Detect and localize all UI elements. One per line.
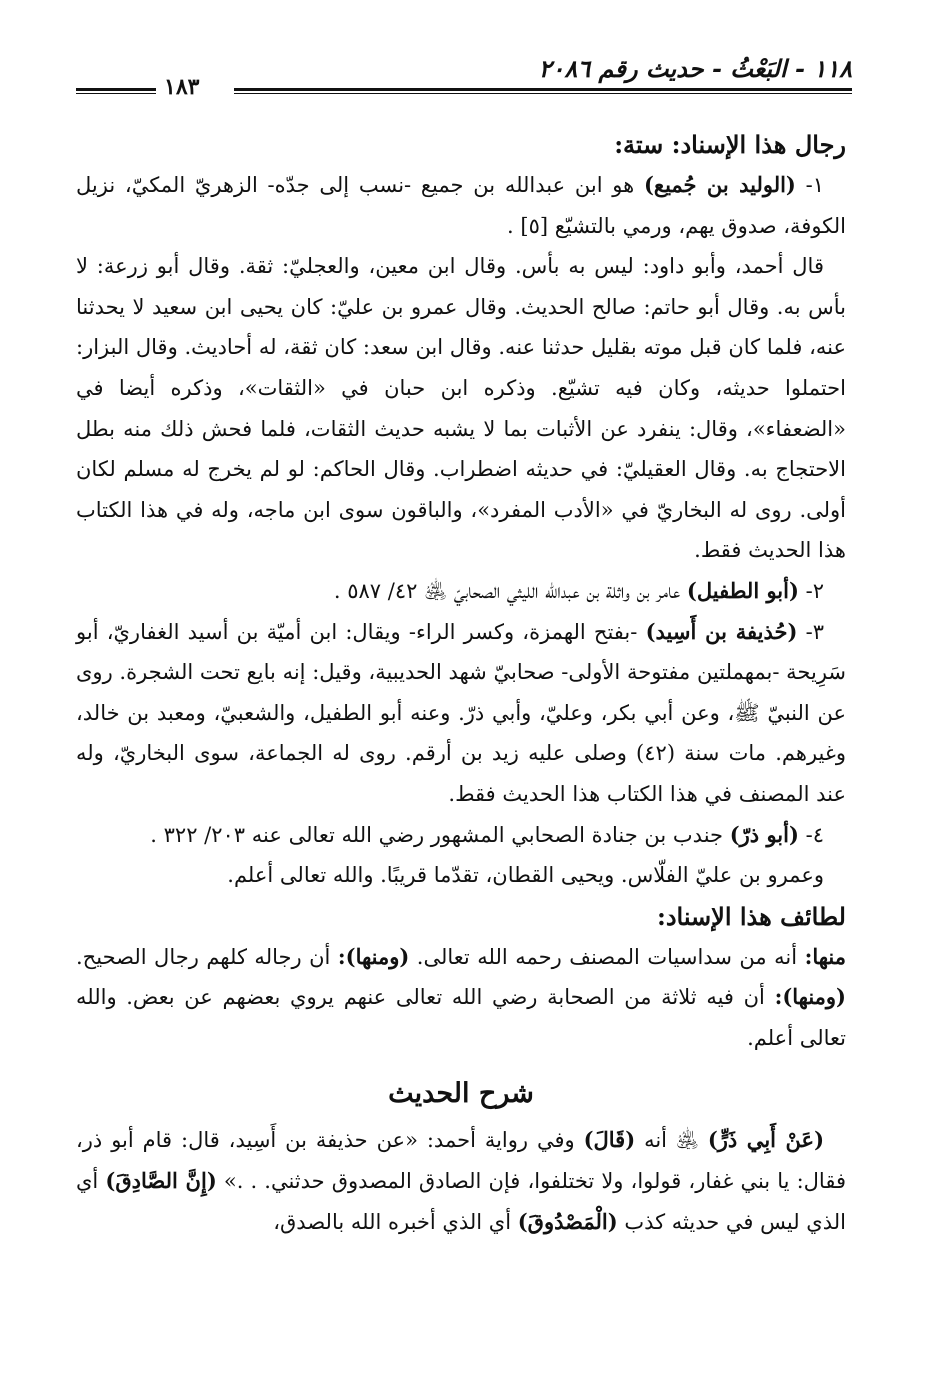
- lead-word: (ومنها):: [774, 984, 846, 1010]
- section-heading-commentary: شرح الحديث: [388, 1078, 534, 1110]
- narrator-entry-4: [76, 815, 846, 856]
- narrator-name: (أبو ذرّ): [729, 821, 799, 847]
- narrator-entry-2: [76, 571, 846, 612]
- running-title: ١١٨ - البَعْثُ - حديث رقم ٢٠٨٦: [538, 54, 852, 83]
- narrator-name: (الوليد بن جُميع): [643, 172, 796, 197]
- page-header: [76, 52, 852, 102]
- narrator-entry-3: [76, 612, 846, 815]
- entry-number: ١-: [795, 173, 824, 197]
- entry-number: ٤-: [798, 822, 824, 847]
- narrator-text: عامر بن واثلة بن عبدالله الليثي الصحابيّ ﵁ ٤٢/ ٥٨٧ .: [333, 578, 687, 603]
- entry-number: ٣-: [797, 619, 824, 644]
- subtleties-paragraph: منها: أنه من سداسيات المصنف رحمه الله تعالى. (ومنها): أن رجاله كلهم رجال الصحيح. (ومنها): أن فيه ثلاثة من الصحابة رضي الله تعالى عنهم يروي بعضهم عن بعض. والله تعالى أعلم.: [76, 943, 846, 1050]
- section-heading-subtleties: لطائف هذا الإسناد:: [656, 901, 846, 931]
- quoted-phrase: (عَنْ أَبِي ذَرٍّ): [707, 1127, 825, 1153]
- quoted-phrase: (الْمَصْدُوقَ): [517, 1208, 618, 1234]
- quoted-phrase: (قَالَ): [583, 1127, 636, 1153]
- section-heading-narrators: رجال هذا الإسناد: ستة:: [614, 130, 846, 159]
- commentary-paragraph: (عَنْ أَبِي ذَرٍّ) ﵁ أنه (قَالَ) وفي رواية أحمد: «عن حذيفة بن أَسِيد، قال: قام أبو ذر، فقال: يا بني غفار، قولوا، ولا تختلفوا، فإن الصادق المصدوق حدثني. . .» (إِنَّ الصَّادِقَ) أي الذي ليس في حديثه كذب (الْمَصْدُوقَ) أي الذي أخبره الله بالصدق،: [76, 1127, 846, 1234]
- narrator-entry-4-tail: وعمرو بن عليّ الفلّاس. ويحيى القطان، تقدّما قريبًا. والله تعالى أعلم.: [227, 863, 824, 888]
- narrator-text: -بفتح الهمزة، وكسر الراء- ويقال: ابن أميّة بن أسيد الغفاريّ، أبو سَرِيحة -بمهملتين مفتوحة الأولى- صحابيّ شهد الحديبية، وقيل: إنه بايع تحت الشجرة. روى عن النبيّ ﷺ، وعن أبي بكر، وعليّ، وأبي ذرّ. وعنه أبو الطفيل، والشعبيّ، ومعبد بن خالد، وغيرهم. مات سنة (٤٢) وصلى عليه زيد بن أرقم. روى له الجماعة، سوى البخاريّ، وله عند المصنف في هذا الكتاب هذا الحديث فقط.: [76, 619, 846, 806]
- header-rule-short: [76, 88, 156, 94]
- entry-number: ٢-: [798, 578, 824, 603]
- quoted-phrase: (إِنَّ الصَّادِقَ): [105, 1168, 217, 1194]
- header-rule: [234, 88, 852, 94]
- narrator-name: (حُذيفة بن أَسِيد): [645, 618, 798, 644]
- narrator-text: هو ابن عبدالله بن جميع -نسب إلى جدّه- الزهريّ المكيّ، نزيل الكوفة، صدوق يهم، ورمي بالتشيّع [٥] .: [76, 173, 846, 238]
- lead-word: منها:: [804, 943, 846, 969]
- narrator-name: (أبو الطفيل): [686, 577, 799, 603]
- narrator-entry-1: [76, 165, 846, 246]
- narrator-entry-1-details: قال أحمد، وأبو داود: ليس به بأس. وقال ابن معين، والعجليّ: ثقة. وقال أبو زرعة: لا بأس به. وقال أبو حاتم: صالح الحديث. وقال عمرو بن عليّ: كان يحيى ابن سعيد لا يحدثنا عنه، فلما كان قبل موته بقليل حدثنا عنه. وقال ابن سعد: كان ثقة، له أحاديث. وقال البزار: احتملوا حديثه، وكان فيه تشيّع. وذكره ابن حبان في «الثقات»، وذكره أيضا في «الضعفاء»، وقال: ينفرد عن الأثبات بما لا يشبه حديث الثقات، فلما فحش ذلك منه بطل الاحتجاج به. وقال العقيليّ: في حديثه اضطراب. وقال الحاكم: لو لم يخرج له مسلم لكان أولى. روى له البخاريّ في «الأدب المفرد»، والباقون سوى ابن ماجه، وله في هذا الكتاب هذا الحديث فقط.: [76, 254, 846, 563]
- narrator-text: جندب بن جنادة الصحابي المشهور رضي الله تعالى عنه ٢٠٣/ ٣٢٢ .: [150, 822, 730, 847]
- lead-word: (ومنها):: [337, 943, 410, 969]
- page-body: [76, 124, 846, 1242]
- page-number: ١٨٣: [164, 74, 200, 100]
